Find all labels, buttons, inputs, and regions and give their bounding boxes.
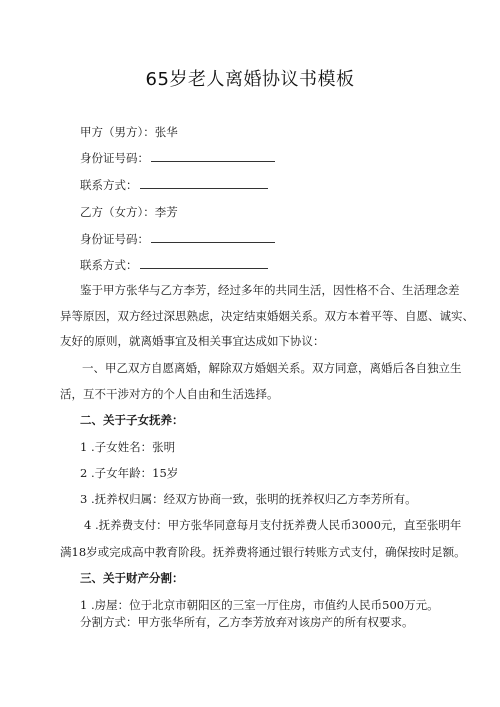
section-2-item-1: 1 .子女姓名：张明: [80, 440, 176, 454]
party-b-name: 乙方（女方）：李芳: [80, 205, 178, 219]
intro-line-3: 友好的原则，就离婚事宜及相关事宜达成如下协议：: [60, 334, 325, 348]
document-title: 65岁老人离婚协议书模板: [145, 69, 355, 90]
party-a-contact-label: 联系方式：: [80, 178, 138, 192]
section-1-line-2: 活，互不干涉对方的个人自由和生活选择。: [60, 387, 279, 401]
section-2-item-2: 2 .子女年龄：15岁: [80, 466, 179, 480]
party-a-id-label: 身份证号码：: [80, 151, 149, 165]
party-b-id-blank: [151, 231, 275, 243]
section-2-item-4-line-2: 满18岁或完成高中教育阶段。抚养费将通过银行转账方式支付，确保按时足额。: [60, 545, 466, 559]
section-3-heading: 三、关于财产分割：: [80, 571, 184, 585]
section-1-line-1: 一、甲乙双方自愿离婚，解除双方婚姻关系。双方同意，离婚后各自独立生: [82, 361, 462, 375]
intro-line-2: 异等原因，双方经过深思熟虑，决定结束婚姻关系。双方本着平等、自愿、诚实、: [60, 309, 474, 323]
party-a-id-row: [80, 150, 275, 166]
party-a-id-blank: [151, 150, 275, 162]
section-2-item-4-line-1: 4 .抚养费支付：甲方张华同意每月支付抚养费人民币3000元，直至张明年: [84, 518, 462, 532]
party-a-name: 甲方（男方）：张华: [80, 125, 178, 139]
section-2-heading: 二、关于子女抚养：: [80, 413, 184, 427]
section-3-item-1: 1 .房屋：位于北京市朝阳区的三室一厅住房，市值约人民币500万元。: [80, 598, 439, 612]
section-3-item-1-sub: 分割方式：甲方张华所有，乙方李芳放弃对该房产的所有权要求。: [80, 615, 414, 629]
party-b-contact-blank: [140, 257, 268, 269]
party-b-id-label: 身份证号码：: [80, 232, 149, 246]
party-b-contact-row: [80, 257, 268, 273]
intro-line-1: 鉴于甲方张华与乙方李芳，经过多年的共同生活，因性格不合、生活理念差: [80, 283, 460, 297]
party-b-contact-label: 联系方式：: [80, 258, 138, 272]
party-b-id-row: [80, 231, 275, 247]
party-a-contact-row: [80, 177, 268, 193]
section-2-item-3: 3 .抚养权归属：经双方协商一致，张明的抚养权归乙方李芳所有。: [80, 492, 417, 506]
party-a-contact-blank: [140, 177, 268, 189]
